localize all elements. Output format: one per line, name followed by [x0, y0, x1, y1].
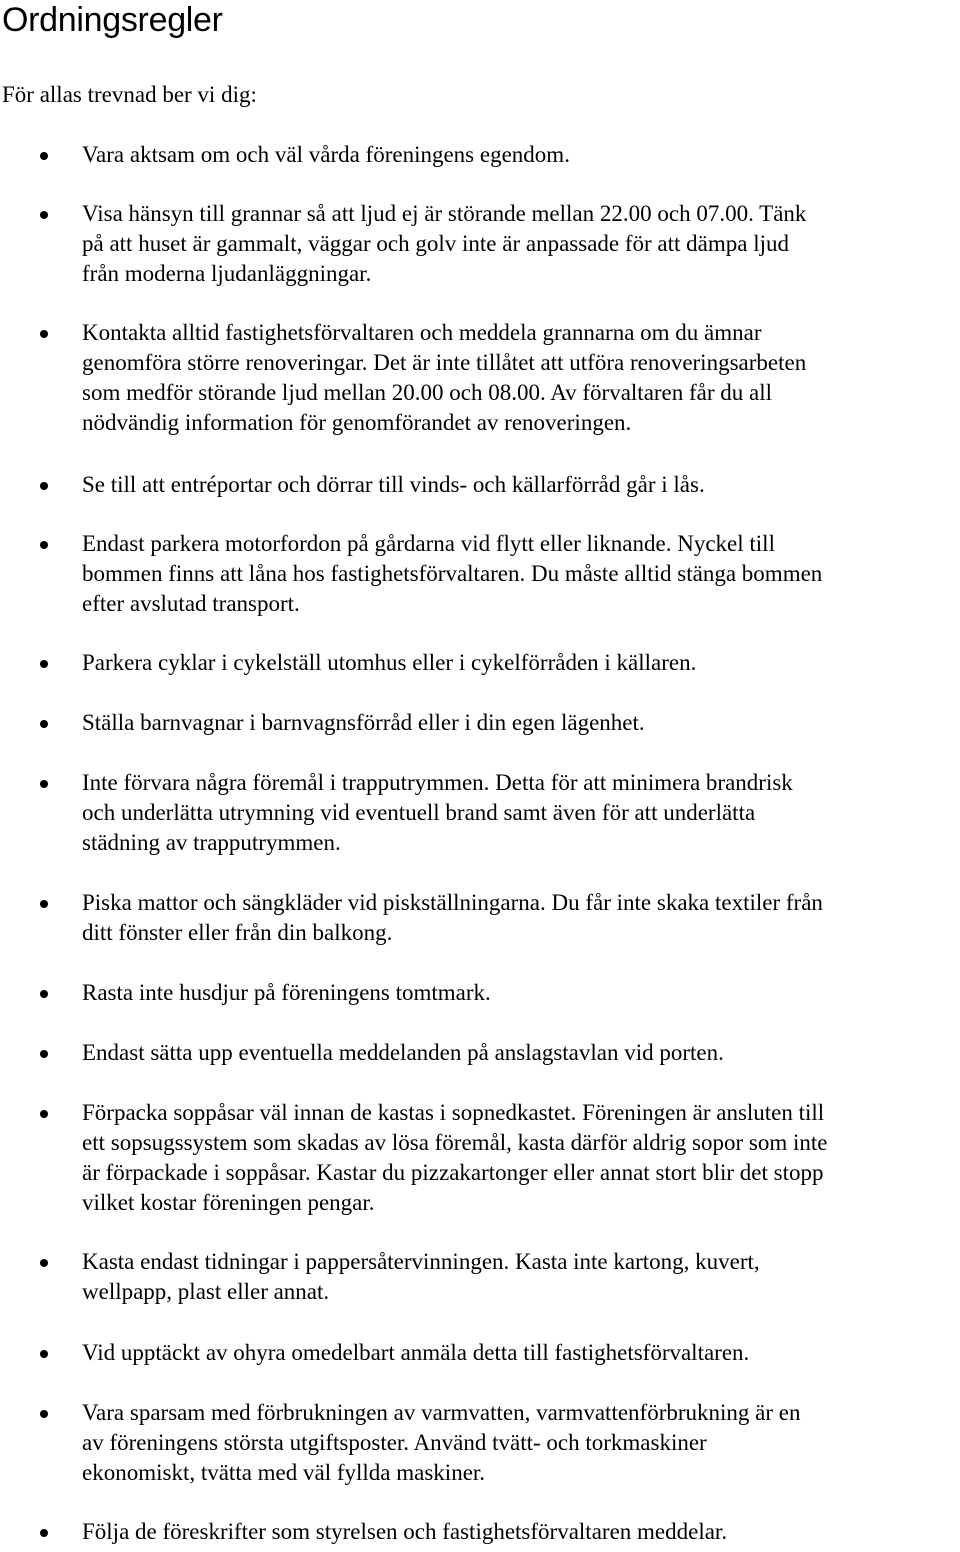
bullet-icon [40, 1050, 48, 1058]
bullet-icon [40, 1110, 48, 1118]
document-title: Ordningsregler [2, 1, 223, 39]
rule-text: Vara sparsam med förbrukningen av varmvatten, varmvattenförbrukning är en av föreningens största utgiftsposter. Använd tvätt- och torkmaskiner ekonomiskt, tvätta med väl fyllda maskiner. [82, 1400, 801, 1485]
bullet-icon [40, 990, 48, 998]
rule-text: Endast sätta upp eventuella meddelanden på anslagstavlan vid porten. [82, 1040, 724, 1065]
rule-text: Kasta endast tidningar i pappersåtervinningen. Kasta inte kartong, kuvert, wellpapp, plast eller annat. [82, 1249, 760, 1304]
rule-text: Endast parkera motorfordon på gårdarna vid flytt eller liknande. Nyckel till bommen finns att låna hos fastighetsförvaltaren. Du måste alltid stänga bommen efter avslutad transport. [82, 531, 823, 616]
bullet-icon [40, 330, 48, 338]
bullet-icon [40, 152, 48, 160]
bullet-icon [40, 1529, 48, 1537]
rule-text: Följa de föreskrifter som styrelsen och fastighetsförvaltaren meddelar. [82, 1519, 728, 1544]
bullet-icon [40, 482, 48, 490]
bullet-icon [40, 1410, 48, 1418]
rule-text: Parkera cyklar i cykelställ utomhus eller i cykelförråden i källaren. [82, 650, 697, 675]
bullet-icon [40, 780, 48, 788]
bullet-icon [40, 541, 48, 549]
intro-text: För allas trevnad ber vi dig: [2, 82, 257, 107]
rule-text: Kontakta alltid fastighetsförvaltaren och meddela grannarna om du ämnar genomföra större renoveringar. Det är inte tillåtet att utföra renoveringsarbeten som medför störande ljud mellan 20.00 och 08.00. Av förvaltaren får du all nödvändig information för genomförandet av renoveringen. [82, 320, 807, 435]
bullet-icon [40, 720, 48, 728]
rule-text: Ställa barnvagnar i barnvagnsförråd eller i din egen lägenhet. [82, 710, 645, 735]
rule-text: Inte förvara några föremål i trapputrymmen. Detta för att minimera brandrisk och underlätta utrymning vid eventuell brand samt även för att underlätta städning av trapputrymmen. [82, 770, 793, 855]
rule-text: Rasta inte husdjur på föreningens tomtmark. [82, 980, 491, 1005]
bullet-icon [40, 211, 48, 219]
rule-text: Förpacka soppåsar väl innan de kastas i sopnedkastet. Föreningen är ansluten till ett sopsugssystem som skadas av lösa föremål, kasta därför aldrig sopor som inte är förpackade i soppåsar. Kastar du pizzakartonger eller annat stort blir det stopp vilket kostar föreningen pengar. [82, 1100, 828, 1215]
rule-text: Vara aktsam om och väl vårda föreningens egendom. [82, 142, 570, 167]
bullet-icon [40, 900, 48, 908]
rule-text: Se till att entréportar och dörrar till vinds- och källarförråd går i lås. [82, 472, 705, 497]
rule-text: Visa hänsyn till grannar så att ljud ej är störande mellan 22.00 och 07.00. Tänk på att huset är gammalt, väggar och golv inte är anpassade för att dämpa ljud från moderna ljudanläggningar. [82, 201, 807, 286]
rule-text: Vid upptäckt av ohyra omedelbart anmäla detta till fastighetsförvaltaren. [82, 1340, 750, 1365]
bullet-icon [40, 1350, 48, 1358]
rule-text: Piska mattor och sängkläder vid piskställningarna. Du får inte skaka textiler från ditt fönster eller från din balkong. [82, 890, 823, 945]
bullet-icon [40, 1259, 48, 1267]
bullet-icon [40, 660, 48, 668]
